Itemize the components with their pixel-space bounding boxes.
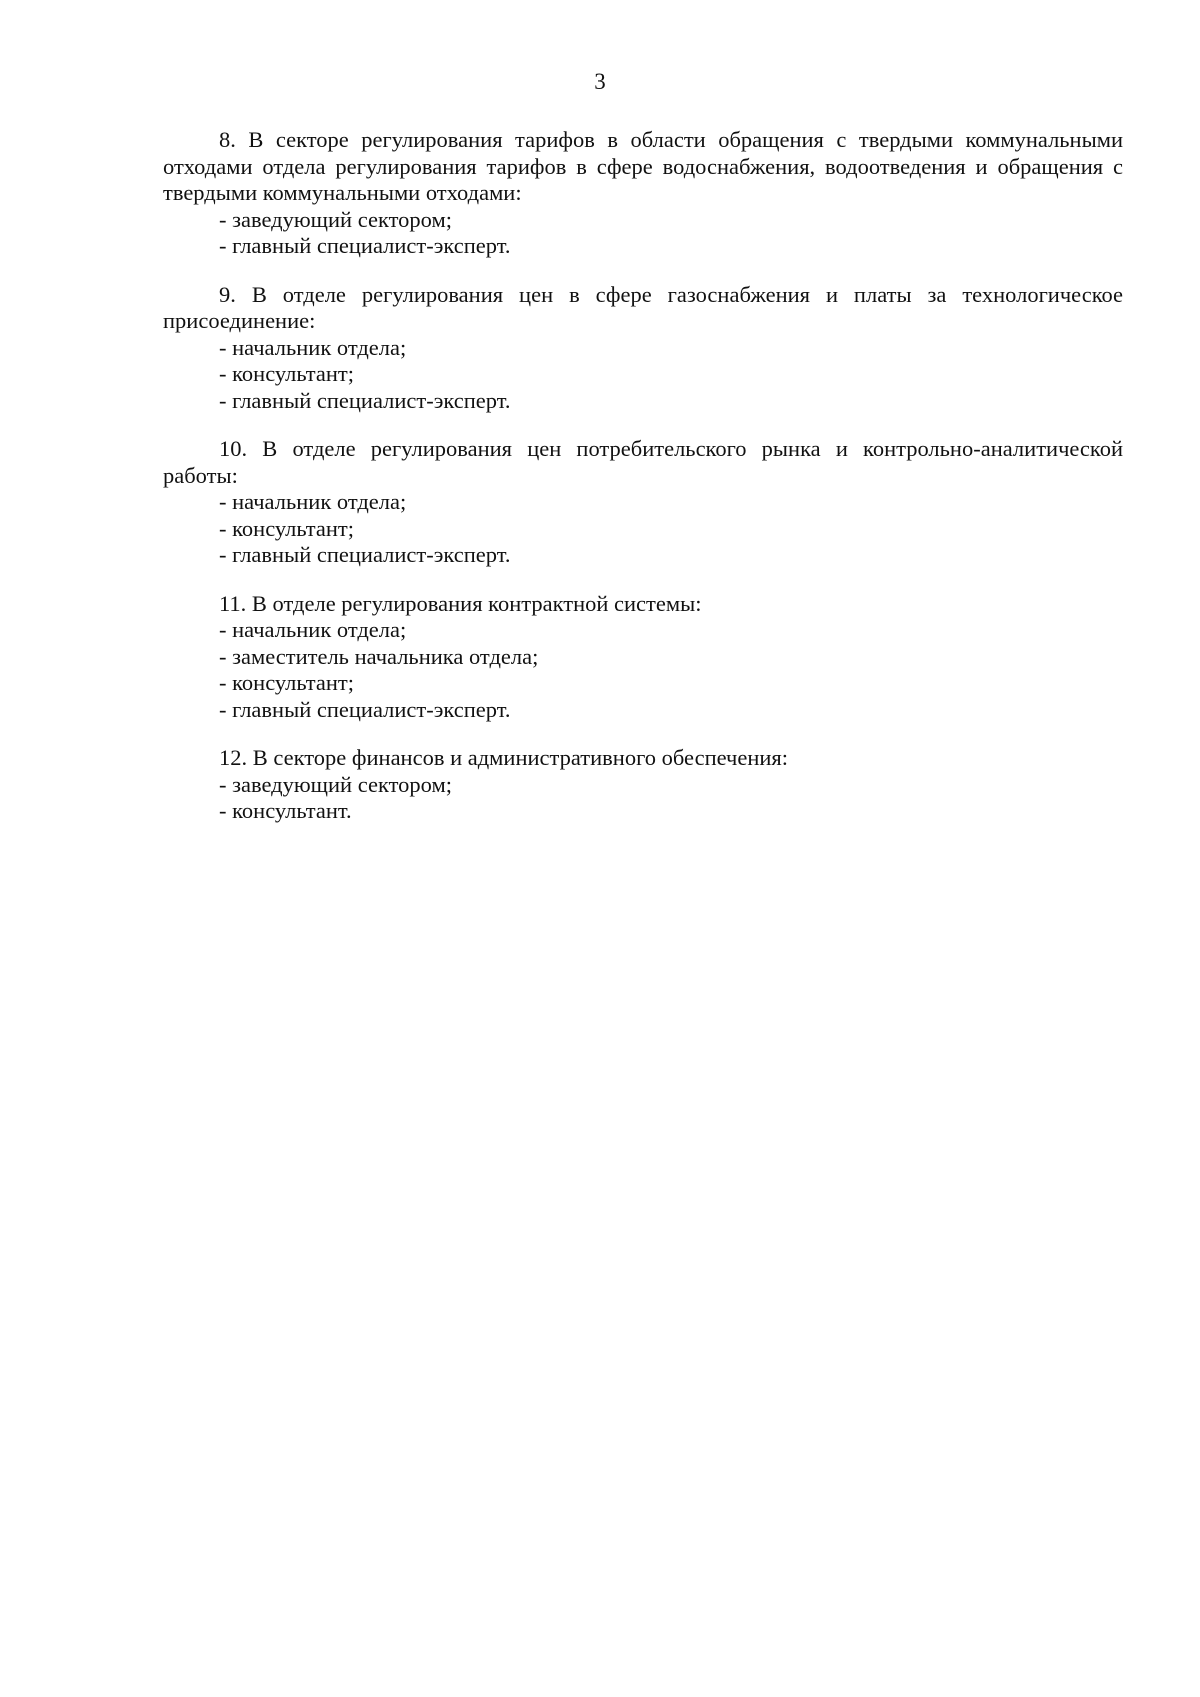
section-12 (163, 745, 1123, 825)
list-item: - консультант; (219, 361, 354, 386)
section-heading: 8. В секторе регулирования тарифов в области обращения с твердыми коммунальными отходами отдела регулирования тарифов в сфере водоснабжения, водоотведения и обращения с твердыми коммунальными отходами: (163, 127, 1123, 205)
list-item: - начальник отдела; (219, 334, 407, 360)
section-8 (163, 127, 1123, 260)
list-item: - главный специалист-эксперт. (219, 542, 511, 567)
section-heading: 12. В секторе финансов и административного обеспечения: (219, 745, 789, 770)
list-item: - консультант; (219, 515, 354, 541)
list-item: - заместитель начальника отдела; (219, 643, 539, 669)
section-heading: 9. В отделе регулирования цен в сфере газоснабжения и платы за технологическое присоединение: (163, 281, 1123, 333)
list-item: - заведующий сектором; (219, 206, 452, 232)
list-item: - главный специалист-эксперт. (219, 233, 511, 258)
list-item: - консультант. (219, 798, 352, 823)
list-item: - заведующий сектором; (219, 771, 452, 797)
page-number: 3 (594, 69, 606, 94)
section-heading: 11. В отделе регулирования контрактной системы: (219, 590, 702, 616)
document-body (163, 127, 1123, 847)
list-item: - консультант; (219, 670, 354, 695)
list-item: - главный специалист-эксперт. (219, 387, 511, 413)
section-heading: 10. В отделе регулирования цен потребительского рынка и контрольно-аналитической работы: (163, 436, 1123, 488)
section-11 (163, 591, 1123, 724)
section-10 (163, 436, 1123, 569)
list-item: - начальник отдела; (219, 617, 407, 642)
list-item: - главный специалист-эксперт. (219, 696, 511, 722)
list-item: - начальник отдела; (219, 489, 407, 514)
section-9 (163, 282, 1123, 415)
